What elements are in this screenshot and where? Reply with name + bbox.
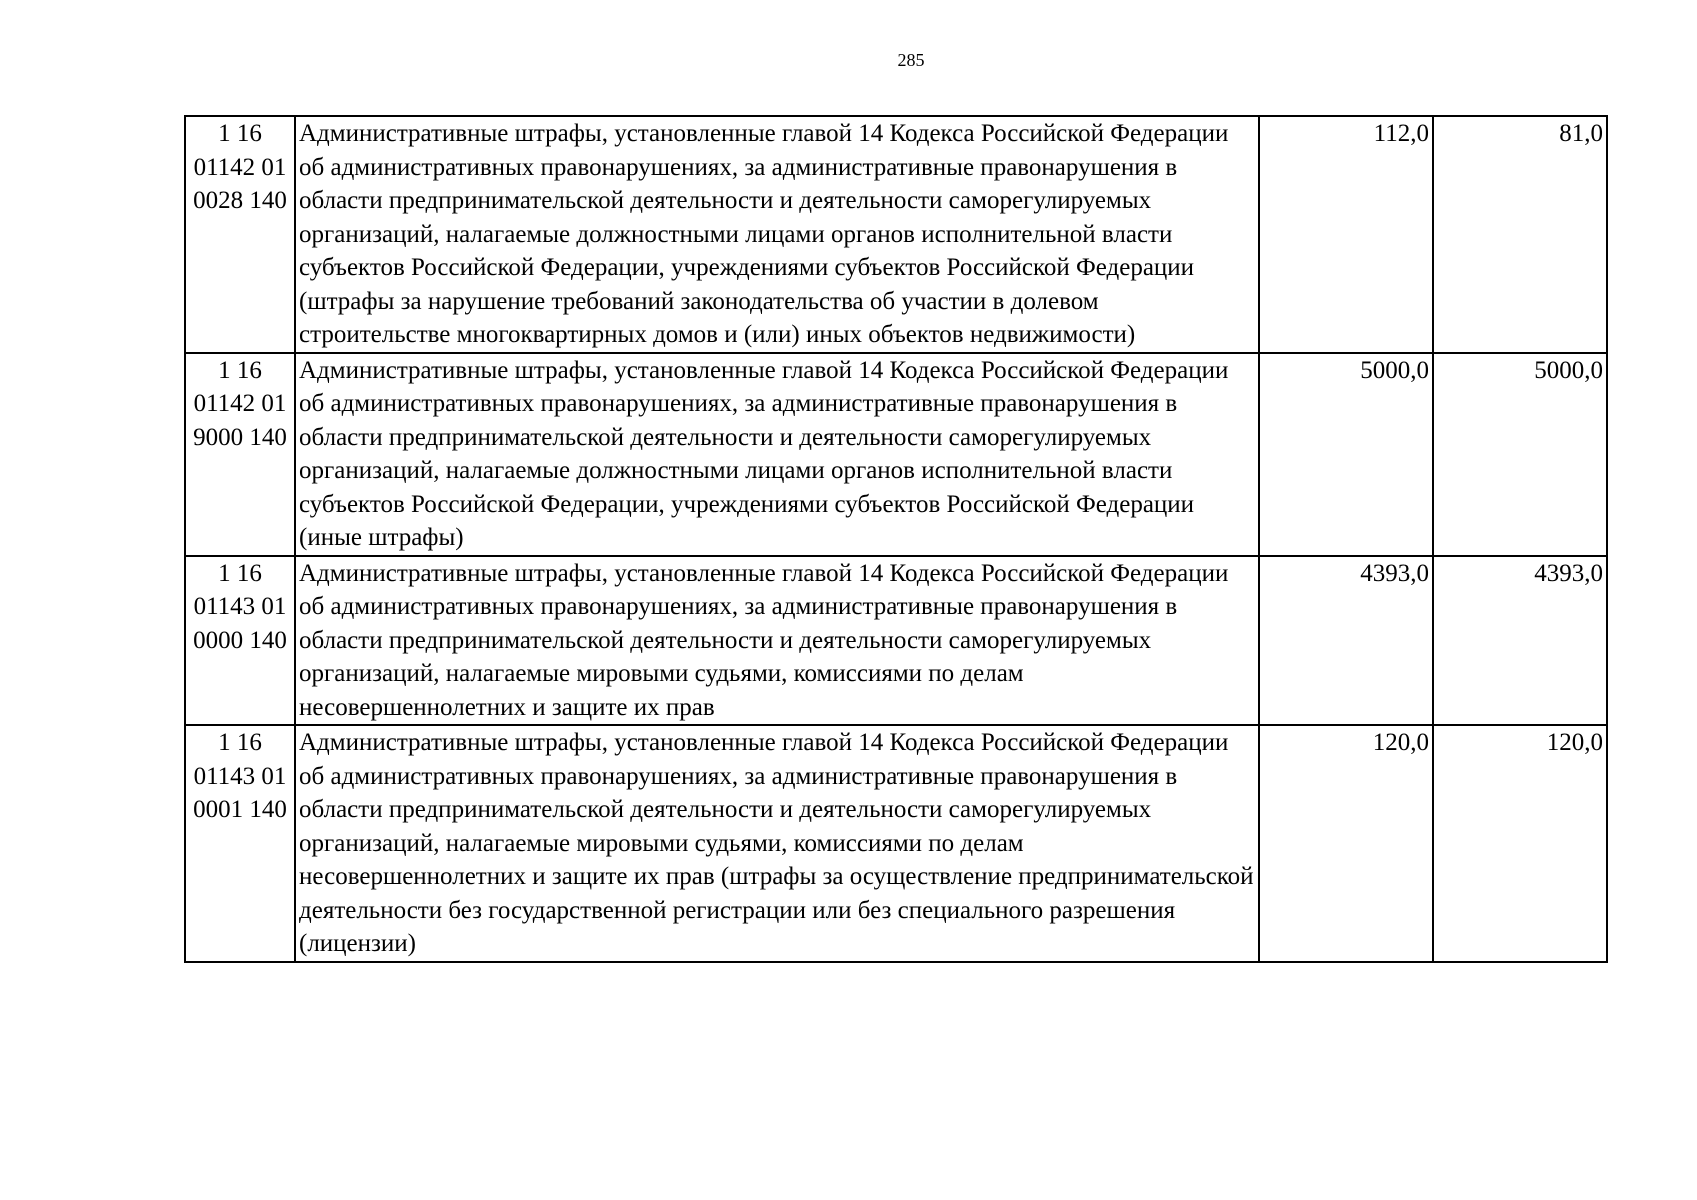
code-line: 1 16 — [218, 559, 262, 587]
code-line: 1 16 — [218, 729, 262, 756]
amount-second: 4393,0 — [1433, 556, 1607, 726]
table-row — [185, 353, 1607, 556]
code-line: 9000 140 — [193, 423, 287, 451]
amount-second: 81,0 — [1433, 116, 1607, 353]
code-line: 01143 01 — [193, 593, 287, 620]
income-description: Административные штрафы, установленные главой 14 Кодекса Российской Федерации об административных правонарушениях, за административные правонарушения в области предпринимательской деятельности и деятельности саморегулируемых организаций, налагаемые должностными лицами органов исполнительной власти субъектов Российской Федерации, учреждениями субъектов Российской Федерации (штрафы за нарушение требований законодательства об участии в долевом строительстве многоквартирных домов и (или) иных объектов недвижимости) — [295, 116, 1259, 353]
amount-second: 5000,0 — [1433, 353, 1607, 556]
table-row — [185, 116, 1607, 353]
income-description: Административные штрафы, установленные главой 14 Кодекса Российской Федерации об административных правонарушениях, за административные правонарушения в области предпринимательской деятельности и деятельности саморегулируемых организаций, налагаемые мировыми судьями, комиссиями по делам несовершеннолетних и защите их прав (штрафы за осуществление предпринимательской деятельности без государственной регистрации или без специального разрешения (лицензии) — [295, 725, 1259, 962]
classification-code — [185, 725, 295, 962]
code-line: 01143 01 — [193, 762, 287, 790]
amount-first: 5000,0 — [1259, 353, 1433, 556]
income-description: Административные штрафы, установленные главой 14 Кодекса Российской Федерации об административных правонарушениях, за административные правонарушения в области предпринимательской деятельности и деятельности саморегулируемых организаций, налагаемые должностными лицами органов исполнительной власти субъектов Российской Федерации, учреждениями субъектов Российской Федерации (иные штрафы) — [295, 353, 1259, 556]
classification-code — [185, 116, 295, 353]
code-line: 0001 140 — [193, 796, 287, 823]
classification-code — [185, 353, 295, 556]
amount-second: 120,0 — [1433, 725, 1607, 962]
amount-first: 120,0 — [1259, 725, 1433, 962]
amount-first: 112,0 — [1259, 116, 1433, 353]
classification-code — [185, 556, 295, 726]
code-line: 0000 140 — [193, 626, 287, 654]
page-number: 285 — [897, 50, 925, 70]
budget-table — [184, 115, 1608, 963]
code-line: 1 16 — [218, 356, 262, 384]
income-description: Административные штрафы, установленные главой 14 Кодекса Российской Федерации об административных правонарушениях, за административные правонарушения в области предпринимательской деятельности и деятельности саморегулируемых организаций, налагаемые мировыми судьями, комиссиями по делам несовершеннолетних и защите их прав — [295, 556, 1259, 726]
table-row — [185, 725, 1607, 962]
amount-first: 4393,0 — [1259, 556, 1433, 726]
code-line: 1 16 — [218, 120, 262, 147]
code-line: 01142 01 — [193, 153, 287, 181]
code-line: 0028 140 — [193, 187, 287, 214]
code-line: 01142 01 — [193, 390, 287, 417]
table-row — [185, 556, 1607, 726]
table-body — [185, 116, 1607, 962]
